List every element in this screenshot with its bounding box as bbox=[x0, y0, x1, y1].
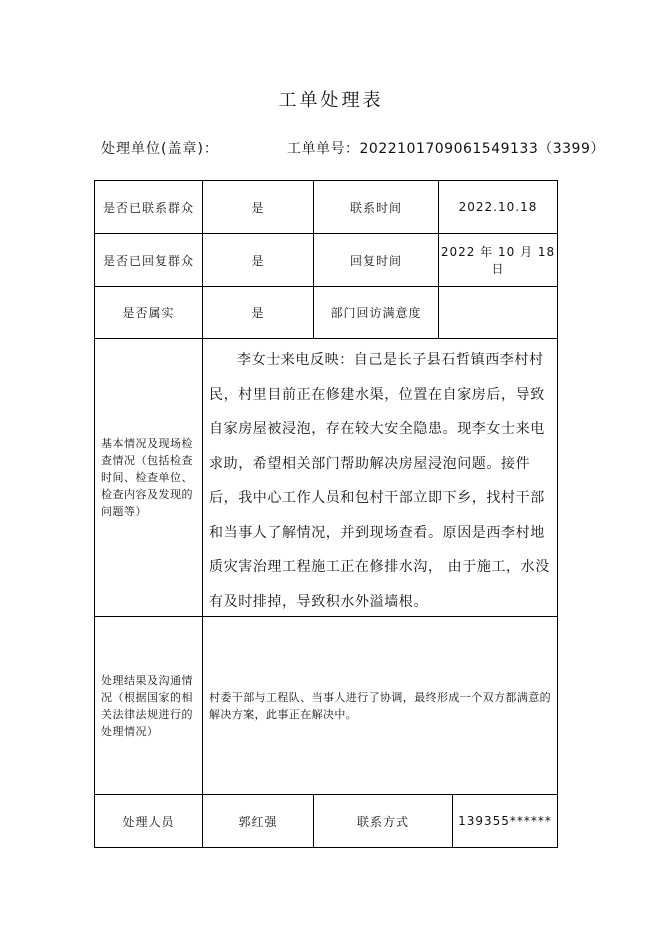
basic-situation-content: 李女士来电反映：自己是长子县石哲镇西李村村民，村里目前正在修建水渠，位置在自家房后，导致自家房屋被浸泡，存在较大安全隐患。现李女士来电求助，希望相关部门帮助解决房屋浸泡问题。接件后，我中心工作人员和包村干部立即下乡，找村干部和当事人了解情况，并到现场查看。原因是西李村地质灾害治理工程施工正在修排水沟， 由于施工，水没有及时排掉，导致积水外溢墙根。 bbox=[202, 338, 558, 617]
reply-time-value: 2022 年 10 月 18 日 bbox=[438, 233, 558, 287]
contact-time-label: 联系时间 bbox=[313, 180, 439, 234]
result-content: 村委干部与工程队、当事人进行了协调，最终形成一个双方都满意的解决方案，此事正在解决中。 bbox=[202, 616, 558, 795]
handler-label: 处理人员 bbox=[94, 794, 203, 848]
replied-public-value: 是 bbox=[202, 233, 314, 287]
contacted-public-label: 是否已联系群众 bbox=[94, 180, 203, 234]
is-true-label: 是否属实 bbox=[94, 286, 203, 339]
satisfaction-label: 部门回访满意度 bbox=[313, 286, 439, 339]
contacted-public-value: 是 bbox=[202, 180, 314, 234]
handler-value: 郭红强 bbox=[202, 794, 314, 848]
contact-time-value: 2022.10.18 bbox=[438, 180, 558, 234]
contact-method-value: 139355****** bbox=[452, 794, 558, 848]
document-title: 工单处理表 bbox=[278, 90, 384, 111]
satisfaction-value bbox=[438, 286, 558, 339]
basic-situation-label: 基本情况及现场检查情况（包括检查时间、检查单位、检查内容及发现的问题等） bbox=[94, 338, 203, 617]
replied-public-label: 是否已回复群众 bbox=[94, 233, 203, 287]
contact-method-label: 联系方式 bbox=[313, 794, 453, 848]
work-order-table bbox=[94, 180, 558, 848]
reply-time-label: 回复时间 bbox=[313, 233, 439, 287]
processing-unit-label: 处理单位(盖章)： bbox=[101, 141, 219, 157]
is-true-value: 是 bbox=[202, 286, 314, 339]
result-label: 处理结果及沟通情况（根据国家的相关法律法规进行的处理情况） bbox=[94, 616, 203, 795]
work-order-number: 工单单号：2022101709061549133（3399） bbox=[287, 141, 605, 157]
